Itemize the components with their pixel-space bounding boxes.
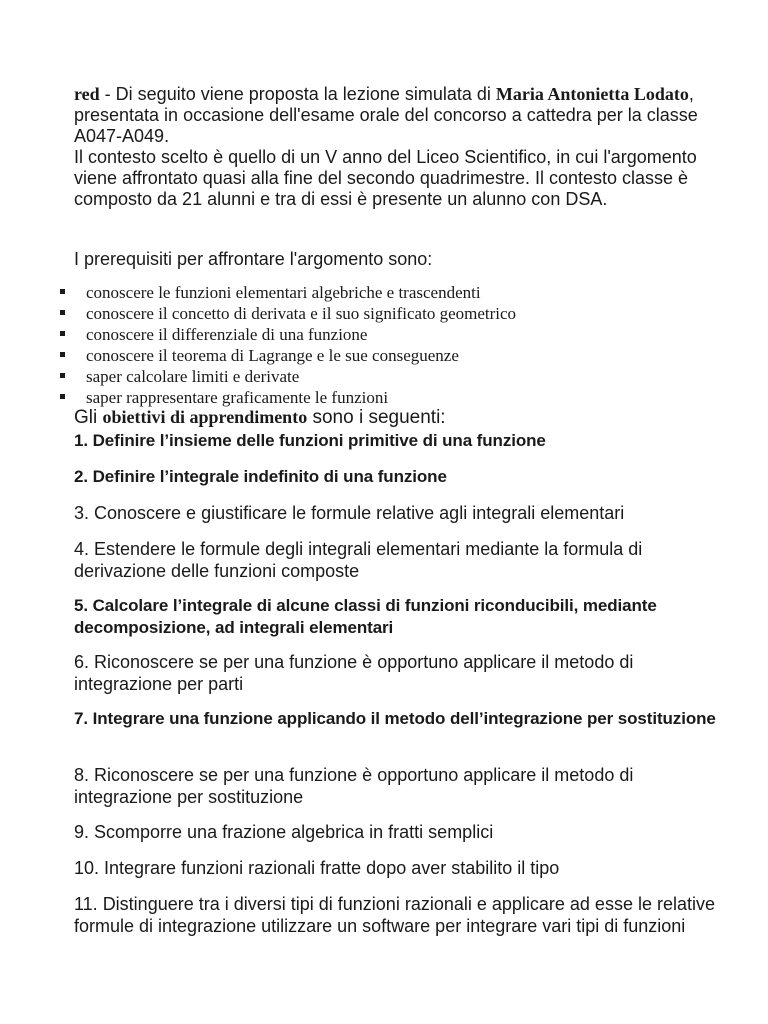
prerequisite-text: saper calcolare limiti e derivate (86, 367, 300, 386)
square-bullet-icon (60, 331, 65, 336)
objectives-intro-bold: obiettivi di apprendimento (102, 407, 308, 427)
objective-item: 1. Definire l’insieme delle funzioni primitive di una funzione (74, 431, 546, 450)
prerequisites-title: I prerequisiti per affrontare l'argomento sono: (74, 249, 433, 269)
prerequisite-text: conoscere il differenziale di una funzione (86, 325, 368, 344)
objective-item: 6. Riconoscere se per una funzione è opportuno applicare il metodo di integrazione per parti (74, 652, 634, 694)
red-tag: red (74, 84, 100, 104)
objective-item: 5. Calcolare l’integrale di alcune classi di funzioni riconducibili, mediante decomposizione, ad integrali elementari (74, 596, 657, 637)
prerequisite-item (60, 282, 700, 303)
objective-item: 3. Conoscere e giustificare le formule relative agli integrali elementari (74, 503, 625, 523)
objectives-intro-before: Gli (74, 407, 103, 428)
objective-item: 8. Riconoscere se per una funzione è opportuno applicare il metodo di integrazione per sostituzione (74, 765, 634, 807)
square-bullet-icon (60, 289, 65, 294)
author-name: Maria Antonietta Lodato (495, 84, 689, 104)
square-bullet-icon (60, 394, 65, 399)
objective-item: 4. Estendere le formule degli integrali elementari mediante la formula di derivazione delle funzioni composte (74, 539, 643, 581)
objective-item: 7. Integrare una funzione applicando il metodo dell’integrazione per sostituzione (74, 709, 716, 728)
square-bullet-icon (60, 352, 65, 357)
intro-text-before-author: - Di seguito viene proposta la lezione simulata di (99, 84, 496, 104)
intro-paragraph (74, 84, 714, 210)
square-bullet-icon (60, 373, 65, 378)
document-page (74, 84, 716, 936)
prerequisite-item (60, 324, 700, 345)
prerequisite-text: conoscere il teorema di Lagrange e le sue conseguenze (86, 346, 459, 365)
prerequisite-text: conoscere il concetto di derivata e il suo significato geometrico (86, 304, 517, 323)
prerequisite-item (60, 387, 700, 408)
intro-text-after-author: , presentata in occasione dell'esame orale del concorso a cattedra per la classe A047-A049. (74, 84, 698, 146)
objective-item: 2. Definire l’integrale indefinito di una funzione (74, 467, 447, 486)
prerequisite-item (60, 366, 700, 387)
objective-item: 10. Integrare funzioni razionali fratte dopo aver stabilito il tipo (74, 858, 560, 878)
prerequisite-item (60, 345, 700, 366)
prerequisite-text: saper rappresentare graficamente le funzioni (86, 388, 389, 407)
square-bullet-icon (60, 310, 65, 315)
objectives-intro (74, 407, 446, 428)
prerequisite-item (60, 303, 700, 324)
objective-item: 9. Scomporre una frazione algebrica in fratti semplici (74, 822, 494, 842)
context-text: Il contesto scelto è quello di un V anno del Liceo Scientifico, in cui l'argomento viene affrontato quasi alla fine del secondo quadrimestre. Il contesto classe è composto da 21 alunni e tra di essi è presente un alunno con DSA. (74, 147, 697, 209)
prerequisite-text: conoscere le funzioni elementari algebriche e trascendenti (86, 283, 481, 302)
objectives-intro-after: sono i seguenti: (307, 407, 446, 428)
prerequisites-list (60, 282, 700, 408)
objective-item: 11. Distinguere tra i diversi tipi di funzioni razionali e applicare ad esse le relative formule di integrazione utilizzare un software per integrare vari tipi di funzioni (74, 894, 715, 936)
